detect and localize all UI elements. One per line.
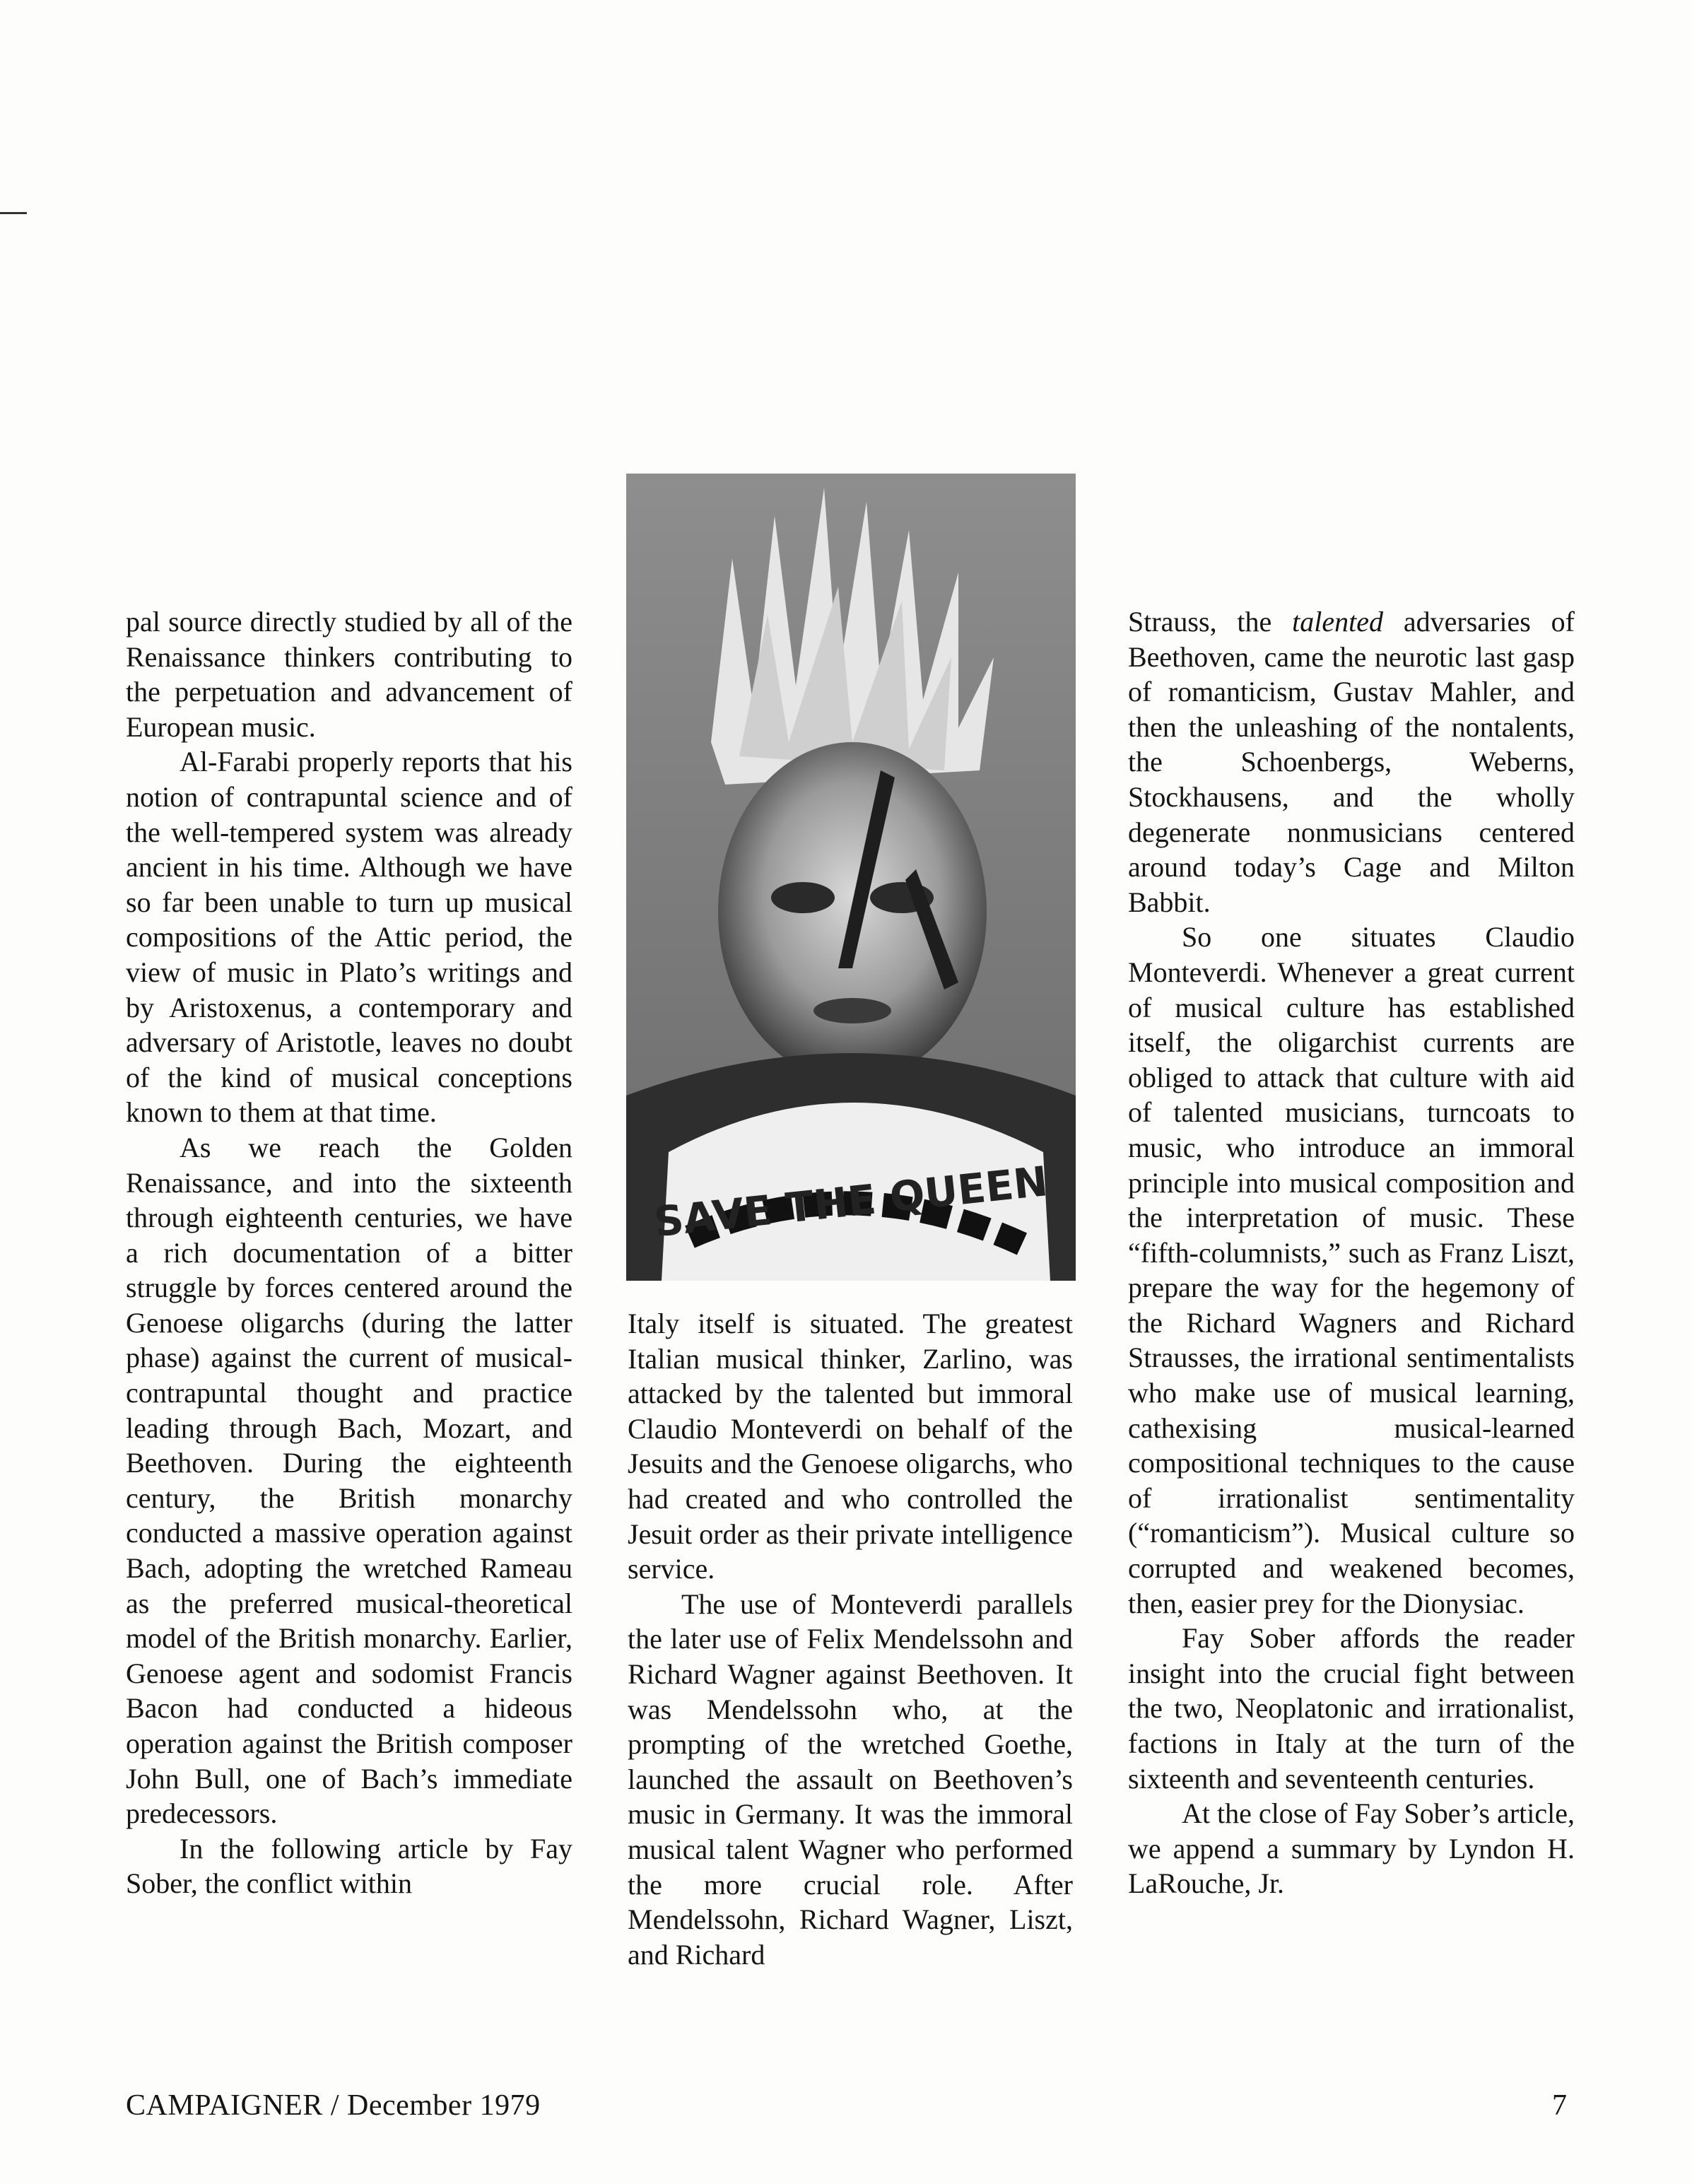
paragraph: So one situates Claudio Monteverdi. Whenever a great current of musical culture has established itself, the oligarchist currents are obliged to attack that culture with aid of talented musicians, turncoats to music, who introduce an immoral principle into musical composition and the interpretation of music. These “fifth-columnists,” such as Franz Liszt, prepare the way for the hegemony of the Richard Wagners and Richard Strausses, the irrational sentimentalists who make use of musical learning, cathexising musical-learned compositional techniques to the cause of irrationalist sentimentality (“romanticism”). Musical culture so corrupted and weakened becomes, then, easier prey for the Dionysiac. — [1128, 921, 1575, 1619]
photo-image — [626, 474, 1076, 1281]
text-run: adversaries of Beethoven, came the neurotic last gasp of romanticism, Gustav Mahler, and then the unleashing of the nontalents, the Schoenbergs, Weberns, Stockhausens, and the wholly degenerate nonmusicians centered around today’s Cage and Milton Babbit. — [1128, 606, 1575, 918]
margin-mark — [0, 212, 27, 214]
publication-footer: CAMPAIGNER / December 1979 — [126, 2089, 541, 2122]
shirt-lettering: SAVE THE QUEEN — [652, 1157, 1050, 1247]
text-column-left — [126, 604, 572, 1901]
paragraph: Italy itself is situated. The greatest Italian musical thinker, Zarlino, was attacked by the talented but immoral Claudio Monteverdi on behalf of the Jesuits and the Genoese oligarchs, who had created and who controlled the Jesuit order as their private intelligence service. — [628, 1308, 1073, 1585]
text-column-middle — [628, 1306, 1073, 1972]
paragraph: As we reach the Golden Renaissance, and into the sixteenth through eighteenth centuries, we have a rich documentation of a bitter struggle by forces centered around the Genoese oligarchs (during the latter phase) against the current of musical-contrapuntal thought and practice leading through Bach, Mozart, and Beethoven. During the eighteenth century, the British monarchy conducted a massive operation against Bach, adopting the wretched Rameau as the preferred musical-theoretical model of the British monarchy. Earlier, Genoese agent and sodomist Francis Bacon had conducted a hideous operation against the British composer John Bull, one of Bach’s immediate predecessors. — [126, 1131, 572, 1830]
punk-portrait-photo — [626, 474, 1076, 1281]
paragraph: Al-Farabi properly reports that his notion of contrapuntal science and of the well-tempered system was already ancient in his time. Although we have so far been unable to turn up musical compositions of the Attic period, the view of music in Plato’s writings and by Aristoxenus, a contemporary and adversary of Aristotle, leaves no doubt of the kind of musical conceptions known to them at that time. — [126, 746, 572, 1129]
paragraph: At the close of Fay Sober’s article, we append a summary by Lyndon H. LaRouche, Jr. — [1128, 1797, 1575, 1900]
text-column-right — [1128, 604, 1575, 1901]
paragraph: The use of Monteverdi parallels the later use of Felix Mendelssohn and Richard Wagner against Beethoven. It was Mendelssohn who, at the prompting of the wretched Goethe, launched the assault on Beethoven’s music in Germany. It was the immoral musical talent Wagner who performed the more crucial role. After Mendelssohn, Richard Wagner, Liszt, and Richard — [628, 1587, 1073, 1971]
paragraph: pal source directly studied by all of the Renaissance thinkers contributing to the perpetuation and advancement of European music. — [126, 606, 572, 743]
emphasis: talented — [1292, 606, 1384, 638]
paragraph: Fay Sober affords the reader insight into the crucial fight between the two, Neoplatonic and irrationalist, factions in Italy at the turn of the sixteenth and seventeenth centuries. — [1128, 1622, 1575, 1795]
text-run: Strauss, the — [1128, 606, 1293, 638]
paragraph — [1128, 604, 1575, 920]
paragraph: In the following article by Fay Sober, the conflict within — [126, 1832, 572, 1900]
page-number: 7 — [1552, 2089, 1567, 2122]
